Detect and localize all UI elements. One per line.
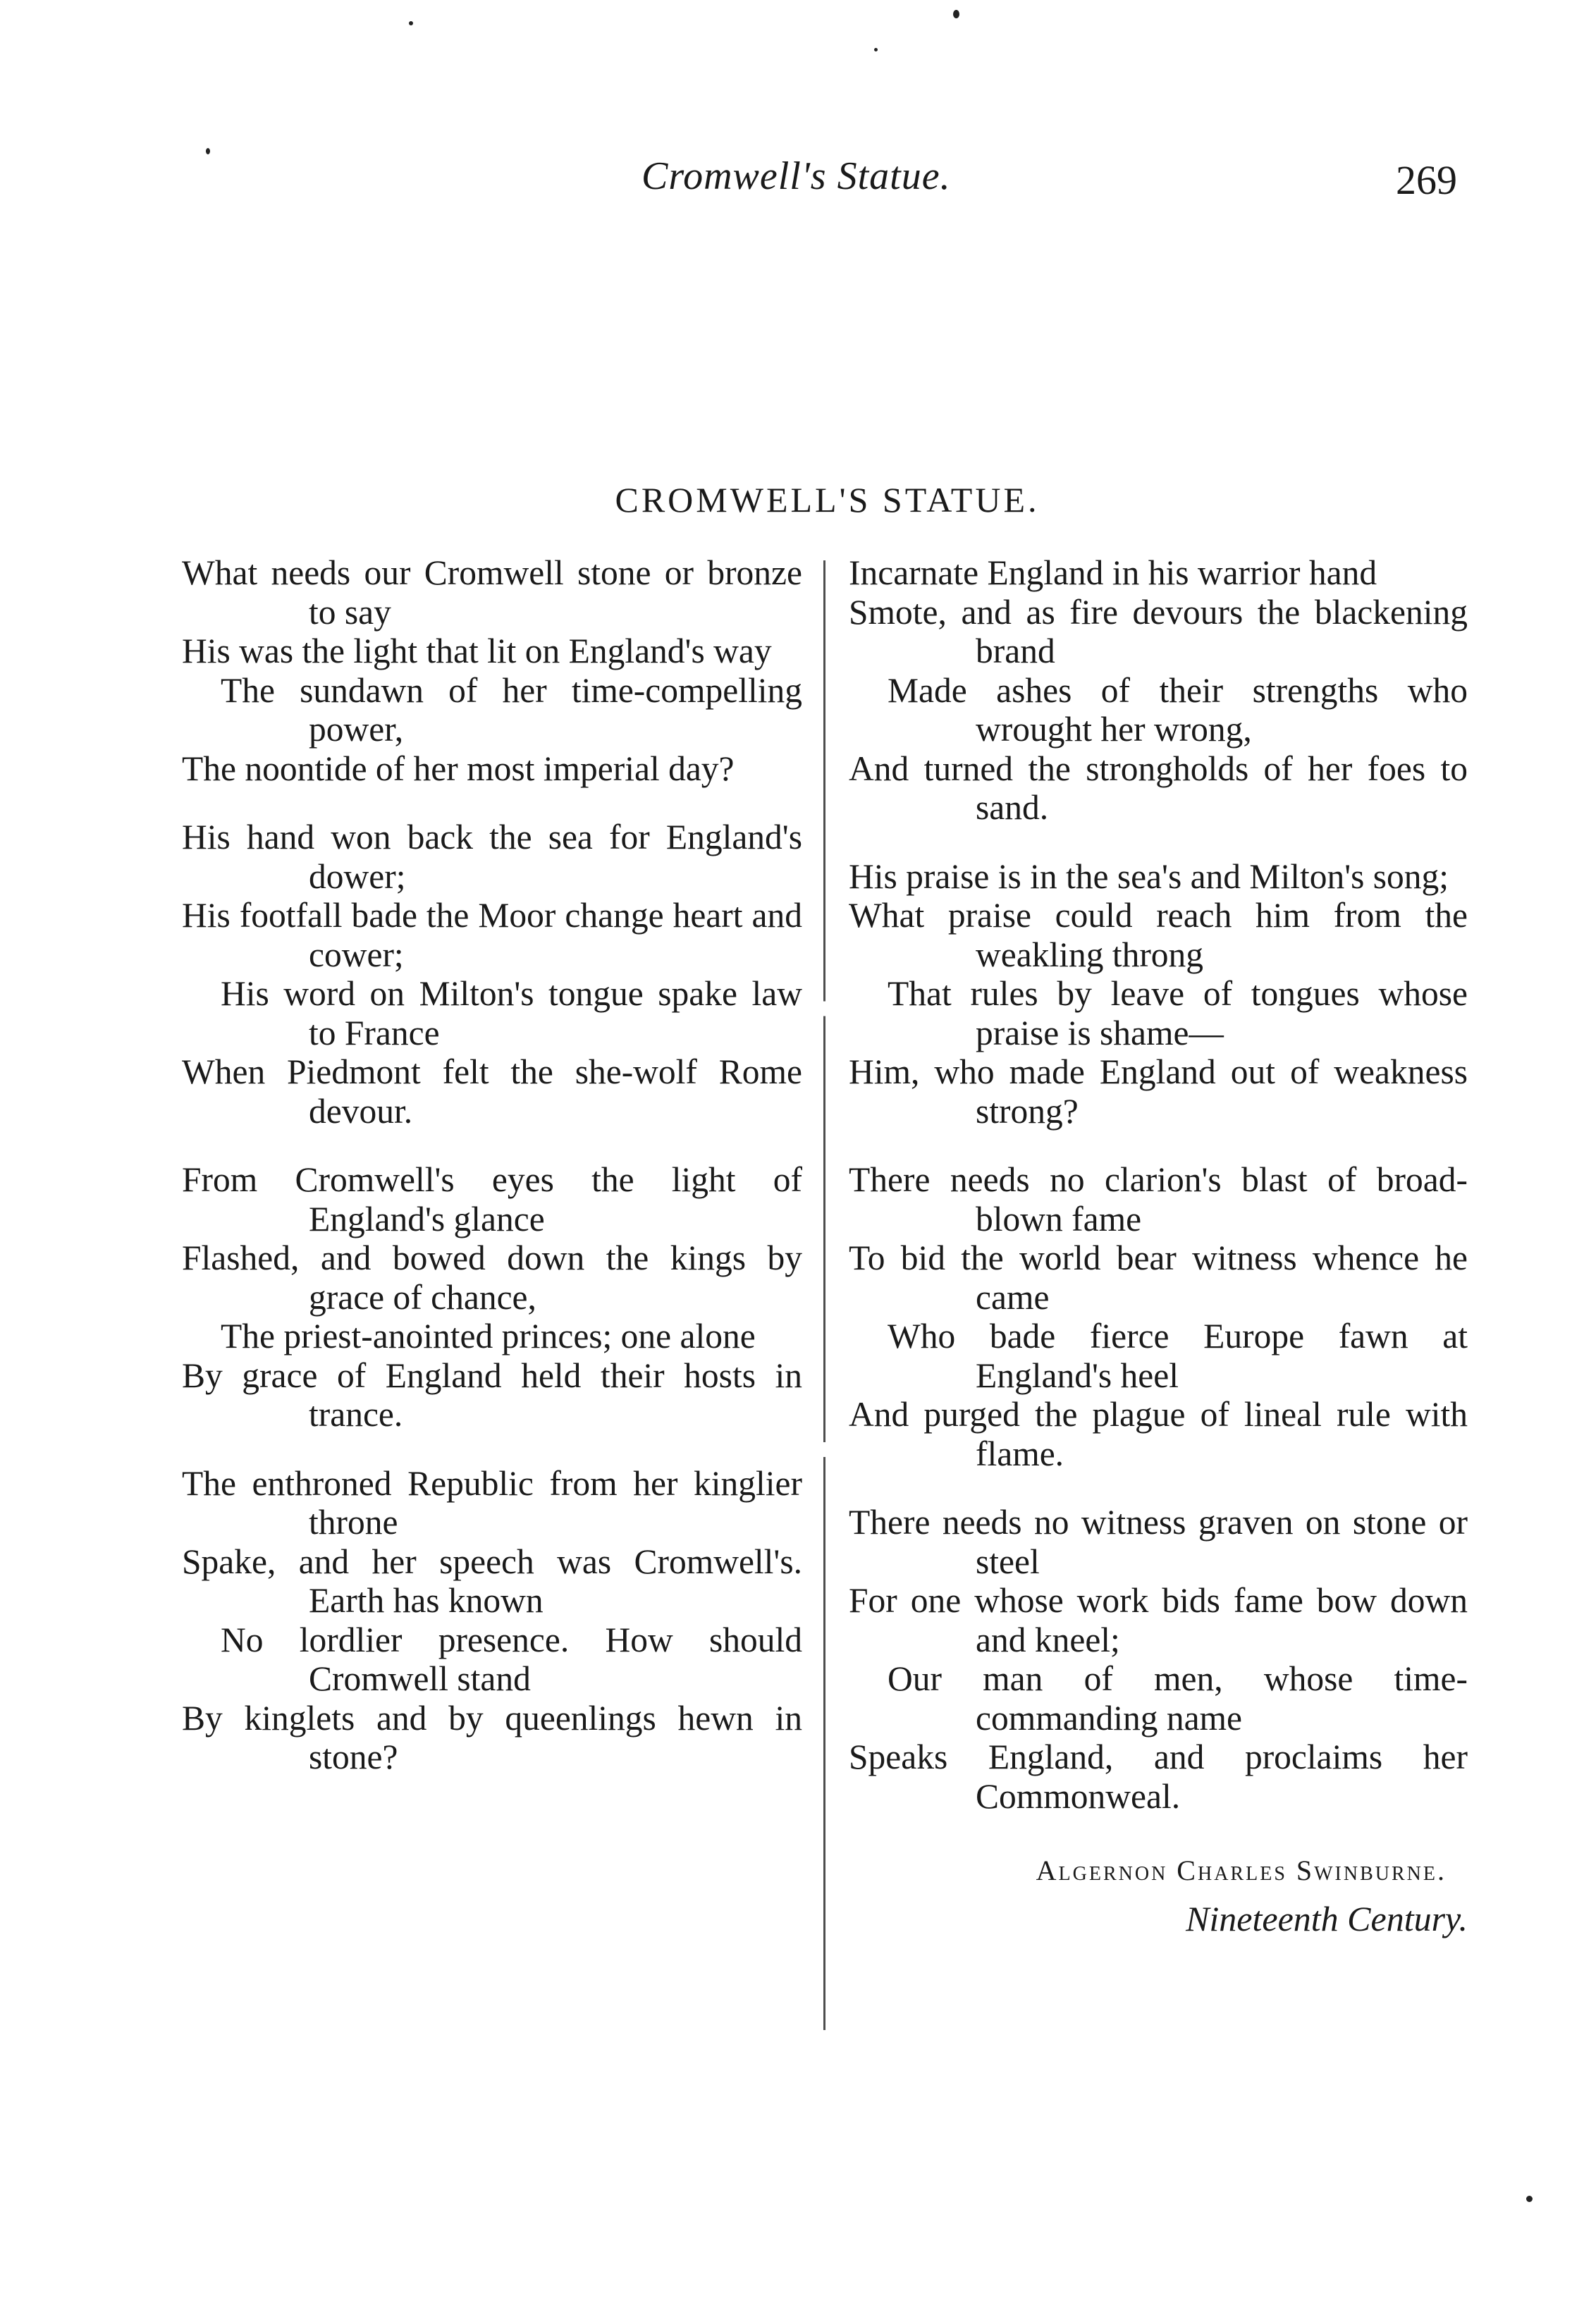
verse-line: Spake, and her speech was Cromwell's. Earth has known bbox=[182, 1542, 802, 1620]
stanza bbox=[849, 857, 1468, 1131]
verse-line: Made ashes of their strengths who wrought her wrong, bbox=[888, 670, 1468, 749]
verse-line: Smote, and as fire devours the blackening brand bbox=[849, 592, 1468, 670]
poem-title: CROMWELL'S STATUE. bbox=[615, 480, 1040, 519]
verse-line: There needs no clarion's blast of broad-blown fame bbox=[849, 1160, 1468, 1238]
running-head-title: Cromwell's Statue. bbox=[641, 154, 951, 198]
verse-line: There needs no witness graven on stone or steel bbox=[849, 1503, 1468, 1581]
verse-line: His praise is in the sea's and Milton's song; bbox=[849, 856, 1449, 896]
print-speck bbox=[953, 10, 959, 18]
verse-line: What praise could reach him from the weakling throng bbox=[849, 896, 1468, 974]
verse-line: By kinglets and by queenlings hewn in stone? bbox=[182, 1698, 802, 1776]
print-speck bbox=[206, 148, 210, 154]
verse-line: What needs our Cromwell stone or bronze to say bbox=[182, 553, 802, 632]
verse-line: No lordlier presence. How should Cromwell stand bbox=[221, 1620, 802, 1698]
verse-line: When Piedmont felt the she-wolf Rome devour. bbox=[182, 1052, 802, 1131]
verse-line: Incarnate England in his warrior hand bbox=[849, 553, 1377, 592]
attribution bbox=[849, 1854, 1468, 1939]
stanza bbox=[182, 1160, 802, 1434]
verse-line: The noontide of her most imperial day? bbox=[182, 749, 735, 788]
verse-line: The priest-anointed princes; one alone bbox=[221, 1317, 756, 1355]
verse-line: That rules by leave of tongues whose praise is shame— bbox=[888, 974, 1468, 1052]
verse-line: To bid the world bear witness whence he came bbox=[849, 1238, 1468, 1317]
verse-line: Speaks England, and proclaims her Commonweal. bbox=[849, 1738, 1468, 1816]
print-speck bbox=[874, 48, 878, 51]
verse-line: The sundawn of her time-compelling power, bbox=[221, 670, 802, 749]
column-divider bbox=[823, 560, 825, 2030]
stanza bbox=[182, 553, 802, 788]
verse-line: Him, who made England out of weakness strong? bbox=[849, 1052, 1468, 1131]
stanza bbox=[849, 1503, 1468, 1816]
page-number: 269 bbox=[1396, 157, 1457, 203]
verse-line: His hand won back the sea for England's dower; bbox=[182, 818, 802, 896]
verse-line: His footfall bade the Moor change heart and cower; bbox=[182, 896, 802, 974]
verse-line: And purged the plague of lineal rule with flame. bbox=[849, 1395, 1468, 1473]
verse-line: Our man of men, whose time-commanding name bbox=[888, 1659, 1468, 1738]
verse-line: And turned the strongholds of her foes to sand. bbox=[849, 749, 1468, 827]
verse-line: His was the light that lit on England's way bbox=[182, 632, 772, 670]
stanza bbox=[182, 1464, 802, 1777]
verse-line: The enthroned Republic from her kinglier throne bbox=[182, 1463, 802, 1542]
print-speck bbox=[1526, 2196, 1533, 2202]
print-speck bbox=[409, 21, 413, 25]
stanza bbox=[182, 818, 802, 1131]
verse-line: Flashed, and bowed down the kings by grace of chance, bbox=[182, 1238, 802, 1317]
verse-line: His word on Milton's tongue spake law to France bbox=[221, 974, 802, 1052]
stanza bbox=[849, 553, 1468, 828]
verse-line: For one whose work bids fame bow down and kneel; bbox=[849, 1581, 1468, 1659]
verse-line: By grace of England held their hosts in trance. bbox=[182, 1355, 802, 1434]
verse-line: From Cromwell's eyes the light of England's glance bbox=[182, 1160, 802, 1238]
stanza bbox=[849, 1160, 1468, 1473]
poem-column-right bbox=[849, 553, 1468, 1816]
author-name: Algernon Charles Swinburne. bbox=[1036, 1855, 1447, 1886]
verse-line: Who bade fierce Europe fawn at England's heel bbox=[888, 1317, 1468, 1395]
poem-column-left bbox=[182, 553, 802, 1777]
source-publication: Nineteenth Century. bbox=[1186, 1899, 1468, 1938]
